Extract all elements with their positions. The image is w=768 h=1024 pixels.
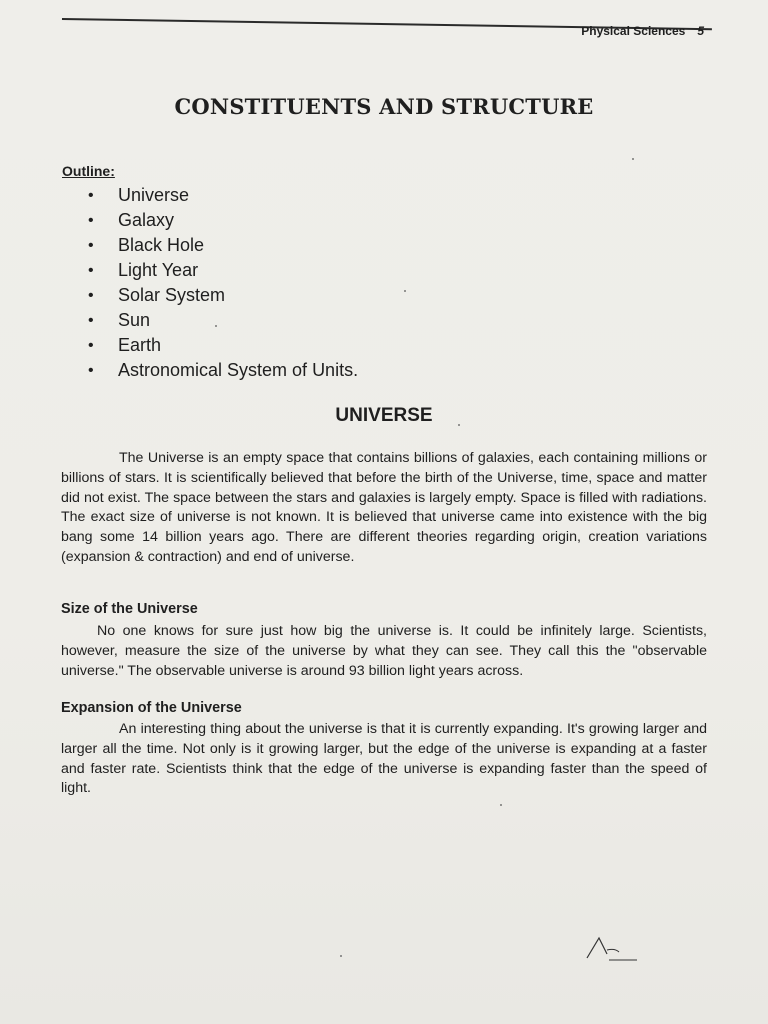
bullet-icon: • (88, 337, 94, 354)
bullet-icon: • (88, 287, 94, 304)
paper-speck (404, 290, 406, 292)
size-paragraph: No one knows for sure just how big the universe is. It could be infinitely large. Scientists, however, measure the size of the universe by what they can see. They call this the "observable universe." The observable universe is around 93 billion light years across. (61, 623, 707, 679)
paper-speck (215, 325, 217, 327)
outline-item-text: Universe (118, 185, 190, 205)
outline-item (88, 208, 358, 233)
running-header (581, 24, 704, 38)
outline-item-text: Black Hole (118, 235, 205, 255)
outline-item (88, 258, 358, 283)
subsection-heading: Size of the Universe (61, 601, 198, 617)
paper-speck (340, 955, 342, 957)
running-title: Physical Sciences (581, 24, 686, 38)
bullet-icon: • (88, 262, 94, 279)
outline-item-text: Earth (118, 335, 162, 355)
outline-list (88, 183, 358, 383)
outline-item-text: Solar System (118, 285, 226, 305)
bullet-icon: • (88, 362, 94, 379)
outline-item-text: Astronomical System of Units. (118, 360, 359, 380)
outline-label: Outline: (62, 163, 115, 179)
section-heading: UNIVERSE (335, 405, 433, 426)
outline-item-text: Light Year (118, 260, 199, 280)
subsection-heading: Expansion of the Universe (61, 700, 242, 716)
bullet-icon: • (88, 212, 94, 229)
outline-item-text: Galaxy (118, 210, 175, 230)
page-number: 5 (697, 24, 704, 38)
outline-item (88, 333, 358, 358)
pen-mark-icon (585, 930, 645, 970)
paper-speck (632, 158, 634, 160)
bullet-icon: • (88, 237, 94, 254)
outline-item (88, 283, 358, 308)
outline-item (88, 183, 358, 208)
expansion-paragraph: An interesting thing about the universe is that it is currently expanding. It's growing larger and larger all the time. Not only is it growing larger, but the edge of the universe is expanding at a faster and faster rate. Scientists think that the edge of the universe is expanding faster than the speed of light. (61, 721, 707, 797)
bullet-icon: • (88, 312, 94, 329)
bullet-icon: • (88, 187, 94, 204)
intro-paragraph: The Universe is an empty space that contains billions of galaxies, each containing millions or billions of stars. It is scientifically believed that before the birth of the Universe, time, space and matter did not exist. The space between the stars and galaxies is largely empty. Space is filled with radiations. The exact size of universe is not known. It is believed that universe came into existence with the big bang some 14 billion years ago. There are different theories regarding origin, creation variations (expansion & contraction) and end of universe. (61, 450, 707, 565)
outline-item (88, 233, 358, 258)
paper-speck (500, 804, 502, 806)
paper-speck (458, 424, 460, 426)
outline-item (88, 358, 358, 383)
outline-item (88, 308, 358, 333)
outline-item-text: Sun (118, 310, 151, 330)
chapter-title: CONSTITUENTS AND STRUCTURE (174, 94, 594, 119)
